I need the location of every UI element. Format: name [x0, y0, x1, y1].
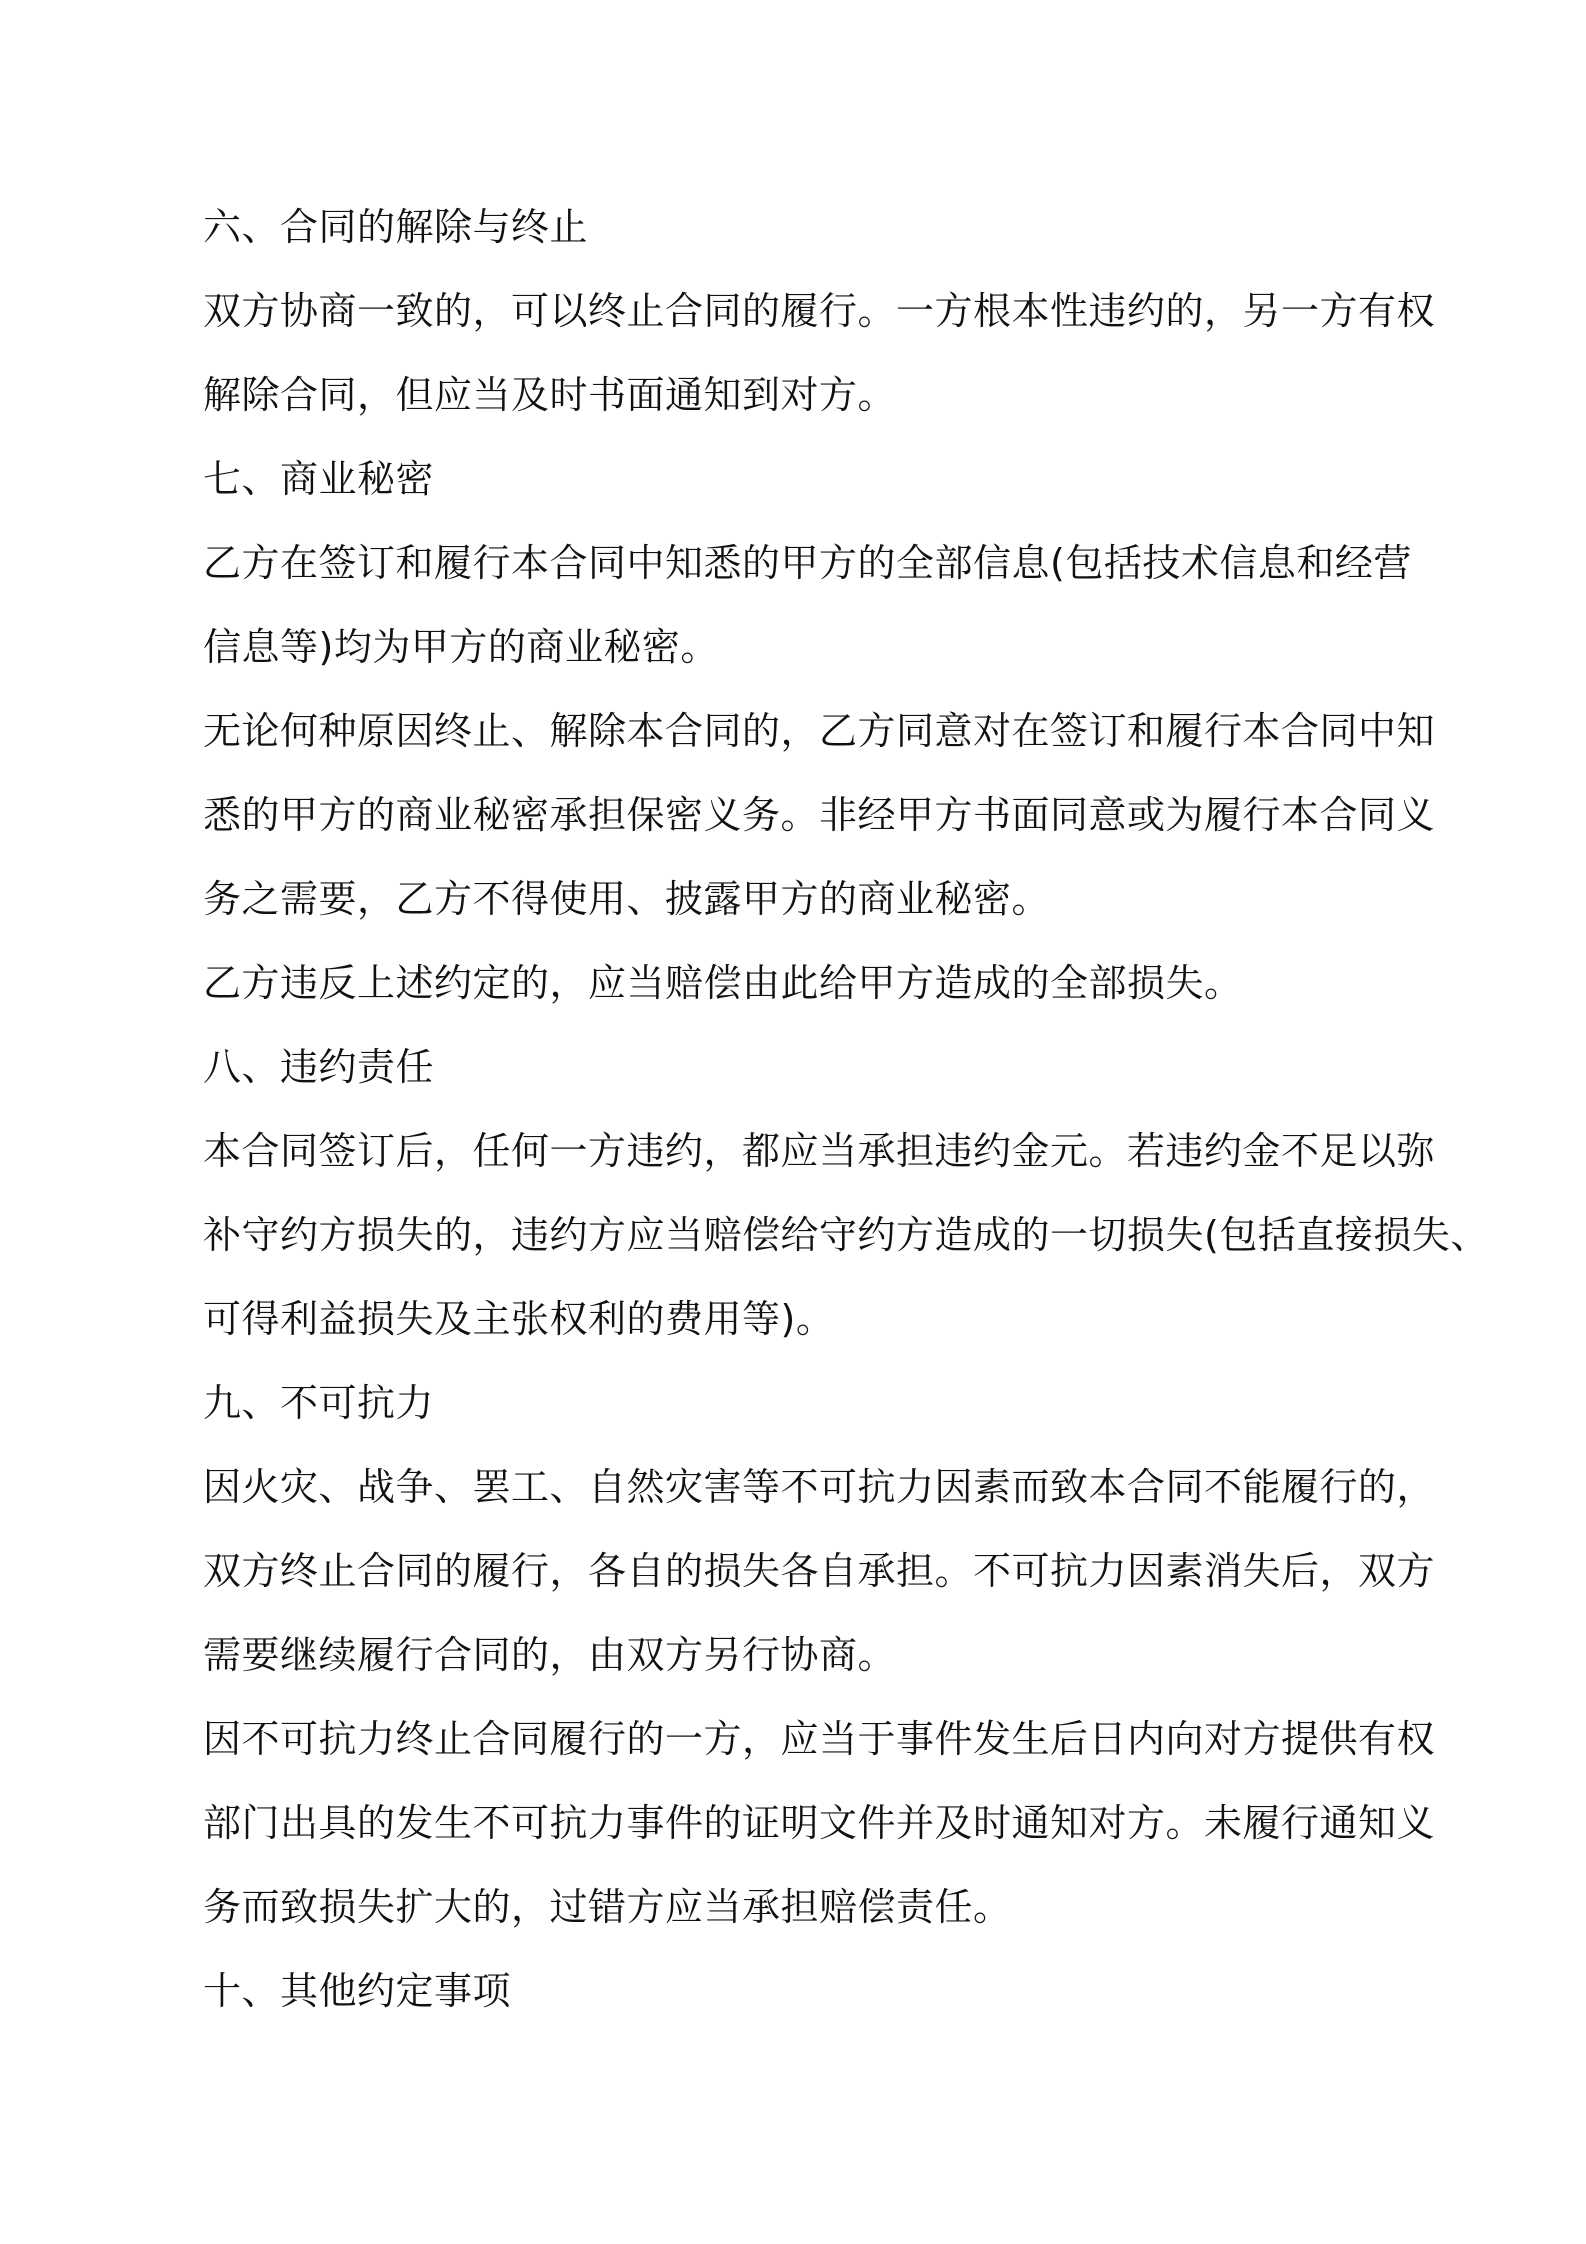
- paragraph-line: 双方终止合同的履行，各自的损失各自承担。不可抗力因素消失后，双方: [203, 1549, 1436, 1593]
- paragraph-line: 因不可抗力终止合同履行的一方，应当于事件发生后日内向对方提供有权: [203, 1717, 1436, 1761]
- section-heading: 十、其他约定事项: [203, 1969, 512, 2013]
- section-heading: 六、合同的解除与终止: [203, 205, 589, 249]
- paragraph-line: 因火灾、战争、罢工、自然灾害等不可抗力因素而致本合同不能履行的，: [203, 1465, 1436, 1509]
- paragraph-line: 可得利益损失及主张权利的费用等)。: [203, 1297, 835, 1341]
- paragraph-line: 乙方违反上述约定的，应当赔偿由此给甲方造成的全部损失。: [203, 961, 1243, 1005]
- paragraph-line: 部门出具的发生不可抗力事件的证明文件并及时通知对方。未履行通知义: [203, 1801, 1436, 1845]
- paragraph-line: 双方协商一致的，可以终止合同的履行。一方根本性违约的，另一方有权: [203, 289, 1436, 333]
- section-heading: 九、不可抗力: [203, 1381, 435, 1425]
- paragraph-line: 信息等)均为甲方的商业秘密。: [203, 625, 719, 669]
- paragraph-line: 务而致损失扩大的，过错方应当承担赔偿责任。: [203, 1885, 1012, 1929]
- paragraph-line: 务之需要，乙方不得使用、披露甲方的商业秘密。: [203, 877, 1051, 921]
- paragraph-line: 解除合同，但应当及时书面通知到对方。: [203, 373, 897, 417]
- paragraph-line: 需要继续履行合同的，由双方另行协商。: [203, 1633, 897, 1677]
- section-heading: 七、商业秘密: [203, 457, 435, 501]
- section-heading: 八、违约责任: [203, 1045, 435, 1089]
- paragraph-line: 本合同签订后，任何一方违约，都应当承担违约金元。若违约金不足以弥: [203, 1129, 1436, 1173]
- paragraph-line: 补守约方损失的，违约方应当赔偿给守约方造成的一切损失(包括直接损失、: [203, 1213, 1489, 1257]
- paragraph-line: 无论何种原因终止、解除本合同的，乙方同意对在签订和履行本合同中知: [203, 709, 1436, 753]
- paragraph-line: 乙方在签订和履行本合同中知悉的甲方的全部信息(包括技术信息和经营: [203, 541, 1412, 585]
- paragraph-line: 悉的甲方的商业秘密承担保密义务。非经甲方书面同意或为履行本合同义: [203, 793, 1436, 837]
